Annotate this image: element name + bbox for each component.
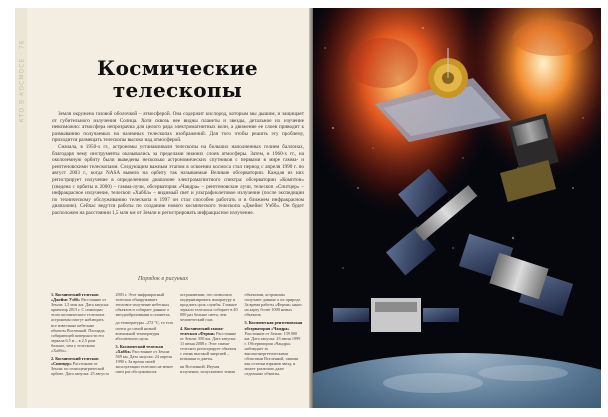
caption [180, 326, 239, 362]
paragraph: Сначала, в 1950-х гг., астрономы устанавливали телескопы на больших наполненных гелием баллонах, благодаря чему инструменты оказывались за пределами нижних слоев атмосферы. Затем, в 1960-х гг., на околоземную орбиту были выведены несколько астрономических спутников с первыми в мире гамма- и рентгеновскими телескопами. Следующим важным этапом в освоении космоса стал период с апреля 1990 г. по август 2003 г., когда NASA вывело на орбиту так называемые Великие обсерватории. Каждая из них регистрирует излучение в определенном диапазоне электромагнитного спектра: обсерватории «Комптон» (сведена с орбиты в 2000) – гамма-лучи, обсерватория «Чандра» – рентгеновские лучи, телескоп «Спитцер» – инфракрасное излучение, телескоп «Хаббл» – видимый свет и ультрафиолетовое излучение (после экспедиции по техническому обслуживанию телескопа в 1997 он стал способен работать и в ближнем инфракрасном диапазоне). Сейчас ведутся работы по созданию нового космического телескопа «Джеймс Уэбб». Он будет расположен на расстоянии 1,5 млн км от Земли и регистрировать инфракрасное излучение. [52, 143, 304, 216]
page-title: Космические телескопы [97, 56, 258, 102]
caption-title: 3. Космический телескоп «Хаббл» [115, 343, 164, 354]
space-illustration [313, 8, 601, 408]
nebula-cloud [348, 38, 418, 88]
captions-heading: Порядок в рисунках [137, 276, 189, 282]
caption-text: Расстояние от Земли: 569 км. Дата запуска: 24 апреля 1990 г. За время своей эксплуатации телескоп не менее пяти раз обслуживался астронавтами, что позволило модернизировать аппаратуру и продлить срок службы. Главное зеркало телескопа собирает в 40 000 раз больше света, чем человеческий глаз. [115, 292, 238, 375]
caption-title: 1. Космический телескоп «Джеймс Уэбб» [51, 292, 99, 303]
captions-block [51, 292, 303, 402]
left-page [15, 8, 311, 408]
earth-clouds [383, 373, 483, 393]
earth-clouds [478, 365, 568, 381]
caption-text: Расстояние от Земли: 550 км. Дата запуска: 11 июня 2008 г. Этот гамма-телескоп регистрирует объекты с очень высокой энергией – вспышки и джеты. [180, 330, 237, 362]
caption [245, 320, 304, 376]
running-header: КТО В КОСМОСЕ · 76 [18, 39, 26, 123]
caption-text: Расстояние от Земли: 139 000 км. Дата запуска: 23 июля 1999 г. Обсерватория «Чандра» наблюдает за высокоэнергетическими областями Вселенной, такими как остатки взрывов звезд, и может различать даже отдельные объекты. [244, 330, 301, 377]
caption-text: Расстояние от Земли: по гелиоцентрической орбите. Дата запуска: 25 августа 2003 г. Этот инфракрасный телескоп обнаруживает тепловое излучение небесных объектов и собирает данные о звездообразовании и планетах. [51, 292, 171, 377]
caption [116, 320, 175, 340]
caption-text: ки Вселенной. Изучая излучение, испускаемое этими объектами, астрономы получают данные о их природе. За время работы «Ферми» нанес на карту более 1000 новых объектов. [180, 292, 303, 375]
nebula-cloud [513, 20, 593, 56]
caption-title: 5. Космическая рентгеновская обсерватория «Чандра» [244, 320, 303, 331]
caption-title: 4. Космический гамма-телескоп «Ферми» [180, 325, 224, 336]
article-body [52, 111, 304, 217]
caption-text: Расстояние от Земли: 1,5 млн км. Дата запуска: ориентир 2013 г. С помощью этого космического телескопа астрономы смогут наблюдать все известные небесные объекты Вселенной. Площадь собирающей поверхности его зеркала 6,5 м – в 2,5 раза больше, чем у телескопа «Хаббл». [51, 297, 110, 354]
caption-text: до температуры –272 °C, то есть почти до самой низкой возможной температуры абсолютного нуля. [115, 320, 174, 341]
caption-title: 2. Космический телескоп «Спитцер» [51, 356, 99, 367]
right-page-illustration [313, 8, 601, 408]
caption [51, 292, 110, 353]
paragraph: Земля окружена газовой оболочкой – атмосферой. Она содержит кислород, которым мы дышим, и защищает от губительного излучения Солнца. Хотя сквозь нее видны планеты и звезды, детальное их изучение невозможно: атмосфера непрозрачна для целого ряда электромагнитных волн, а движение ее слоев приводит к размыванию получаемых на наземных телескопах изображений. Для того чтобы решить эту проблему, приходится размещать телескопы высоко над атмосферой. [52, 111, 304, 144]
